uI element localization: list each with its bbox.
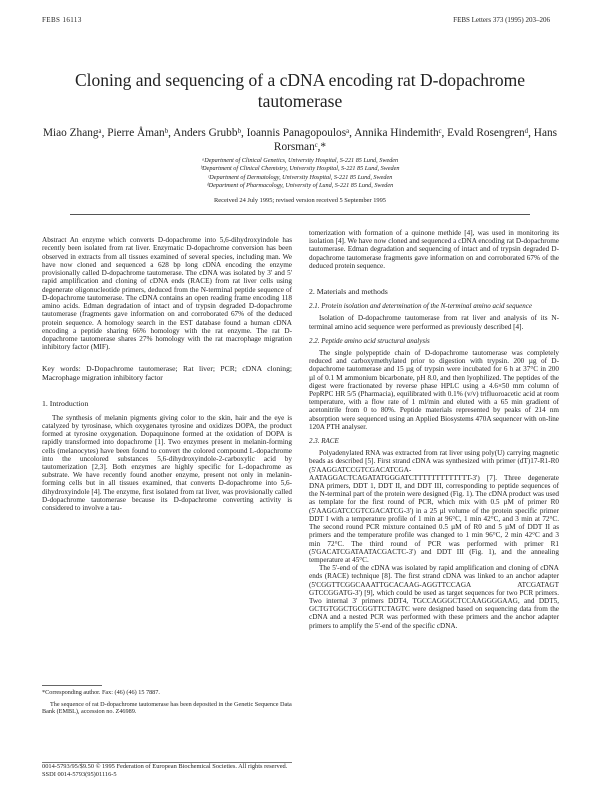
article-title: Cloning and sequencing of a cDNA encoding rat D-dopachrome tautomerase — [74, 70, 525, 111]
journal-id: FEBS 16113 — [42, 16, 82, 24]
footnotes — [42, 685, 292, 716]
paragraph-2-2: The single polypeptide chain of D-dopachrome tautomerase was completely reduced and carboxymethylated prior to digestion with trypsin. 200 µg of D-dopachrome tautomerase and 15 µg of trypsin were incubated for 6 h at 37°C in 200 µl of 0.1 M ammonium bicarbonate, pH 8.0, and then lyophilized. The peptides of the digest were fractionated by reverse phase HPLC using a 4.6×50 mm column of PepRPC HR 5/5 (Pharmacia), equilibrated with 0.1% (v/v) trifluoroacetic acid at room temperature, with a flow rate of 1 ml/min and eluted with a 65 min gradient of acetonitrile from 0 to 80%. Peptide materials represented by peaks of 214 nm absorption were sequenced using an Applied Biosystems 470A sequencer with on-line 120A PTH analyser. — [309, 349, 559, 431]
section-heading-methods: 2. Materials and methods — [309, 287, 388, 297]
intro-continuation: tomerization with formation of a quinone methide [4], was used in monitoring its isolation [4]. We have now cloned and sequenced a cDNA encoding rat D-dopachrome tautomerase. Edman degradation and sequencing of intact and of trypsin degraded D-dopachrome tautomerase fragments gave information on and corroborated 67% of the deduced protein sequence. — [309, 229, 559, 270]
corresponding-author-note: *Corresponding author. Fax: (46) (46) 15 7887. — [42, 689, 160, 696]
affiliation-d: ᵈDepartment of Pharmacology, University of Lund, S-221 85 Lund, Sweden — [206, 181, 394, 189]
author-list: Miao Zhangᵃ, Pierre Åmanᵇ, Anders Grubbᵇ, Ioannis Panagopoulosᵃ, Annika Hindemithᶜ, Evald Rosengrenᵈ, Hans Rorsmanᶜ,* — [42, 127, 558, 153]
sequence-deposit-note: The sequence of rat D-dopachrome tautomerase has been deposited in the Genetic Sequence Data Bank (EMBL), accession no. Z46989. — [42, 700, 292, 716]
footnote-divider — [42, 685, 102, 686]
affiliation-a: ᵃDepartment of Clinical Genetics, University Hospital, S-221 85 Lund, Sweden — [201, 157, 399, 164]
subsection-2-1: 2.1. Protein isolation and determination of the N-terminal amino acid sequence — [309, 302, 532, 311]
subsection-2-3: 2.3. RACE — [309, 437, 339, 446]
right-column — [309, 229, 559, 630]
left-column — [42, 236, 292, 512]
keywords: Key words: D-Dopachrome tautomerase; Rat liver; PCR; cDNA cloning; Macrophage migration inhibitory factor — [42, 363, 292, 382]
copyright-footer — [42, 757, 292, 779]
ssdi-line: SSDI 0014-5793(95)01116-5 — [42, 771, 117, 779]
header-divider — [70, 214, 530, 215]
intro-paragraph: The synthesis of melanin pigments giving color to the skin, hair and the eye is catalyzed by tyrosinase, which oxygenates tyrosine and oxidizes DOPA, the product formed at tyrosine oxygenation. Dopaquinone formed at the oxidation of DOPA is rapidly transformed into dopachrome [1]. Two enzymes present in melanin-forming cells (melanocytes) have been found to convert the colored compound L-dopachrome into the uncolored substances 5,6-dihydroxyindole-2-carboxylic acid by tautomerization [2,3]. Both enzymes are highly specific for L-dopachrome as substrate. We have recently found another enzyme, present not only in melanin-forming cells but in all tissues examined, that converts D-dopachrome into 5,6-dihydroxyindole [4]. The enzyme, first isolated from rat liver, was provisionally called D-dopachrome tautomerase because its D-dopachrome converting activity is considered to involve a tau- — [42, 413, 292, 512]
subsection-2-2: 2.2. Peptide amino acid structural analysis — [309, 336, 430, 345]
received-dates: Received 24 July 1995; revised version received 5 September 1995 — [214, 197, 386, 204]
section-heading-introduction: 1. Introduction — [42, 398, 89, 408]
paragraph-2-3b: The 5'-end of the cDNA was isolated by rapid amplification and cloning of cDNA ends (RACE) technique [8]. The first strand cDNA was linked to an anchor adapter (5'CGGTTCGGCAAATTGCACAAG-AGGTTCCAGA ATCGATAGT GTCCGGATG-3') [9], which could be used as target sequences for two PCR primers. Two internal 3' primers DDT4, TGCCAGGGCTCCAAGGGGAAG, and DDT5, GCTGTGGCTGCGGTTCTAGTC were designed based on sequencing data from the cDNA and a nested PCR was performed with these primers and the anchor adapter primers to amplify the 5'-end of the specific cDNA. — [309, 564, 559, 630]
copyright-line: 0014-5793/95/$9.50 © 1995 Federation of European Biochemical Societies. All rights reserved. — [42, 763, 288, 770]
abstract: Abstract An enzyme which converts D-dopachrome into 5,6-dihydroxyindole has recently been isolated from rat liver. Enzymatic D-dopachrome conversion has been observed in extracts from all tissues examined of several species, including man. We have now cloned and sequenced a 628 bp long cDNA encoding the enzyme provisionally called D-dopachrome tautomerase. The cDNA was isolated by 3' and 5' rapid amplification and cloning of cDNA ends (RACE) from rat liver cells using degenerate oligonucleotide primers, deduced from the N-terminal peptide sequence of D-dopachrome tautomerase. The cDNA contains an open reading frame encoding 118 amino acids. Edman degradation of intact and of trypsin degraded D-dopachrome tautomerase (fragments gave information on and corroborated 67% of the deduced protein sequence. A homology search in the EST database found a human cDNA encoding a peptide sharing 66% homology with the rat enzyme. The rat D-dopachrome tautomerase shares 27% homology with the rat macrophage migration inhibitory factor (MIF). — [42, 236, 292, 352]
affiliation-c: ᶜDepartment of Dermatology, University Hospital, S-221 85 Lund, Sweden — [207, 173, 393, 181]
journal-citation: FEBS Letters 373 (1995) 203–206 — [453, 16, 550, 24]
paragraph-2-1: Isolation of D-dopachrome tautomerase from rat liver and analysis of its N-terminal amino acid sequence were performed as previously described [4]. — [309, 314, 559, 331]
affiliations — [90, 157, 510, 190]
paragraph-2-3a: Polyadenylated RNA was extracted from rat liver using poly(U) carrying magnetic beads as described [5]. First strand cDNA was synthesized with primer (dT)17-R1-R0 (5'AAGGATCCGTCGACATCGA-AATAGGACTCAGATATGGGATCTTTTTTTTTTTTT-3') [7]. Three degenerate DNA primers, DDT 1, DDT II, and DDT III, corresponding to peptide sequences of the N-terminal part of the protein were designed (Fig. 1). The cDNA product was used as template for the first round of PCR, which mix with 0.5 µM of primer R0 (5'AAGGATCCGTCGACATCG-3') in a 25 µl volume of the protein specific primer DDT I with a temperature profile of 1 min at 96°C, 1 min 42°C, and 3 min at 72°C. The second round PCR mixture contained 0.5 µM of R0 and 5 µM of DDT II as primers and the temperature profile was changed to 1 min 96°C, 2 min 42°C and 3 min 72°C. The third round of PCR was performed with primer R1 (5'GACATCGATAATACGACTC-3') and DDT III (Fig. 1), and the annealing temperature at 45°C. — [309, 449, 559, 564]
affiliation-b: ᵇDepartment of Clinical Chemistry, University Hospital, S-221 85 Lund, Sweden — [200, 165, 400, 173]
